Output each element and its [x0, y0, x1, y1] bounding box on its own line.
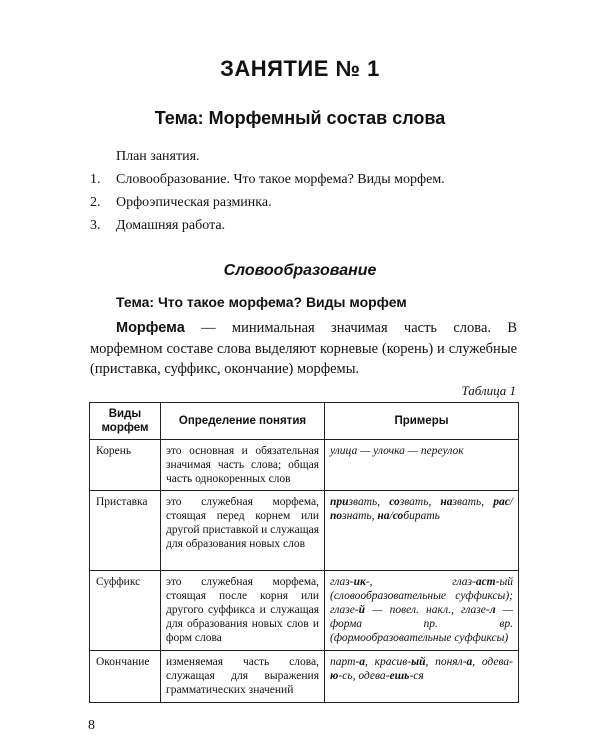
- plan-item-number: 3.: [90, 218, 101, 233]
- highlighted-morpheme: аст: [475, 576, 496, 588]
- table-row: [90, 440, 519, 491]
- table-row: [90, 491, 519, 571]
- table-row: [90, 571, 519, 651]
- morpheme-examples: [325, 491, 519, 571]
- lesson-title: ЗАНЯТИЕ № 1: [220, 56, 380, 81]
- example-text: , одева-: [472, 656, 513, 668]
- definition-term: Морфема: [116, 320, 185, 336]
- highlighted-morpheme: по: [330, 510, 343, 522]
- column-header-examples: Примеры: [325, 403, 519, 440]
- topic-title: Тема: Морфемный состав слова: [154, 108, 446, 128]
- morpheme-examples: [325, 651, 519, 703]
- section-heading: Словообразование: [223, 262, 377, 279]
- plan-item: [90, 194, 550, 217]
- table-header-row: [90, 403, 519, 440]
- plan-item-text: Орфоэпическая разминка.: [116, 195, 272, 210]
- highlighted-morpheme: л: [489, 604, 496, 616]
- highlighted-morpheme: со: [389, 496, 400, 508]
- morpheme-definition: [90, 318, 517, 380]
- example-text: знать,: [342, 510, 378, 522]
- morpheme-kind: Суффикс: [90, 571, 161, 651]
- example-text: /: [389, 510, 393, 522]
- example-text: глаз-: [330, 576, 354, 588]
- morpheme-kind: Окончание: [90, 651, 161, 703]
- highlighted-morpheme: на: [377, 510, 390, 522]
- example-text: -сь, одева-: [338, 670, 390, 682]
- example-text: звать,: [348, 496, 390, 508]
- example-text: — форма пр. вр. (формообразовательные суффиксы): [330, 604, 513, 644]
- morpheme-examples: [325, 571, 519, 651]
- morpheme-examples: [325, 440, 519, 491]
- example-text: звать,: [452, 496, 494, 508]
- example-text: -ся: [409, 670, 424, 682]
- example-text: бирать: [403, 510, 440, 522]
- morpheme-definition-cell: изменяемая часть слова, служащая для выражения грамматических значений: [161, 651, 325, 703]
- highlighted-morpheme: при: [330, 496, 349, 508]
- morpheme-table: [89, 402, 519, 703]
- example-text: звать,: [399, 496, 441, 508]
- highlighted-morpheme: на: [440, 496, 453, 508]
- definition-text: — минимальная значимая часть слова. В морфемном составе слова выделяют корневые (корень) и служебные (приставка, суффикс, окончание) морфемы.: [90, 320, 517, 377]
- example-text: улица — улочка — переулок: [330, 445, 464, 457]
- plan-heading: План занятия.: [116, 149, 200, 164]
- morpheme-definition-cell: это служебная морфема, стоящая перед корнем или другой приставкой и служащая для образования новых слов: [161, 491, 325, 571]
- example-text: -ый (словообразовательные суффиксы); глазе-: [330, 576, 513, 616]
- highlighted-morpheme: а: [466, 656, 473, 668]
- plan-item-text: Домашняя работа.: [116, 218, 226, 233]
- plan-list: [90, 171, 550, 240]
- highlighted-morpheme: со: [392, 510, 404, 522]
- highlighted-morpheme: ю: [330, 670, 339, 682]
- column-header-kind: Виды морфем: [90, 403, 161, 440]
- table-caption: Таблица 1: [461, 383, 516, 398]
- page-number: 8: [88, 718, 95, 733]
- plan-item: [90, 217, 550, 240]
- highlighted-morpheme: рас: [493, 496, 510, 508]
- table-row: [90, 651, 519, 703]
- highlighted-morpheme: й: [358, 604, 366, 616]
- highlighted-morpheme: а: [359, 656, 365, 668]
- plan-item-text: Словообразование. Что такое морфема? Виды морфем.: [116, 172, 445, 187]
- plan-item-number: 1.: [90, 172, 101, 187]
- morpheme-kind: Приставка: [90, 491, 161, 571]
- column-header-definition: Определение понятия: [161, 403, 325, 440]
- highlighted-morpheme: ешь: [389, 670, 410, 682]
- plan-item-number: 2.: [90, 195, 101, 210]
- example-text: /: [509, 496, 513, 508]
- highlighted-morpheme: ик: [353, 576, 366, 588]
- example-text: — повел. накл., глазе-: [365, 604, 490, 616]
- morpheme-definition-cell: это служебная морфема, стоящая после корня или другого суффикса и служащая для образования новых слов и форм слова: [161, 571, 325, 651]
- highlighted-morpheme: ый: [411, 656, 426, 668]
- example-text: парт-: [330, 656, 360, 668]
- plan-item: [90, 171, 550, 194]
- morpheme-kind: Корень: [90, 440, 161, 491]
- subtopic-title: Тема: Что такое морфема? Виды морфем: [116, 294, 407, 310]
- example-text: , красив-: [364, 656, 412, 668]
- example-text: -, глаз-: [365, 576, 476, 588]
- morpheme-definition-cell: это основная и обязательная значимая часть слова; общая часть однокоренных слов: [161, 440, 325, 491]
- example-text: , понял-: [425, 656, 467, 668]
